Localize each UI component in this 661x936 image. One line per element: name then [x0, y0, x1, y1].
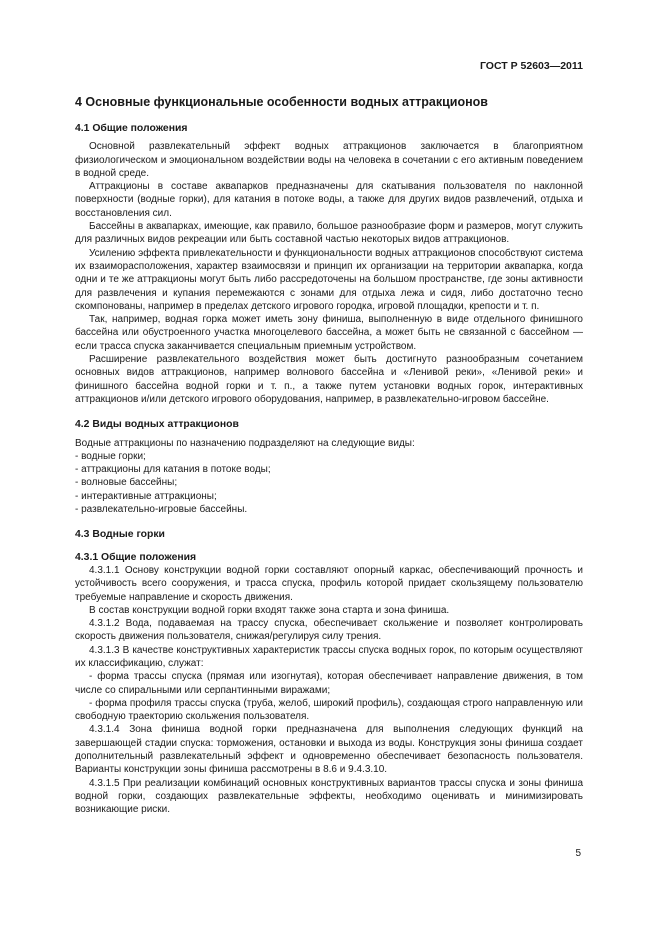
- list-item: - волновые бассейны;: [75, 477, 178, 489]
- section-4-title: 4 Основные функциональные особенности водных аттракционов: [75, 95, 488, 109]
- list-item: - интерактивные аттракционы;: [75, 490, 217, 502]
- paragraph: Усилению эффекта привлекательности и функциональности водных аттракционов способствуют система их взаиморасположения, характер взаимосвязи и принцип их организации на территории аквапарка, когда одни и те же аттракционы могут быть либо рассредоточены на большом пространстве, где зоны активности для развлечения и купания перемежаются с зонами для отдыха лежа и сидя, либо достаточно тесно скомпонованы, например в пределах детского игрового городка, игровой площадки, крепости и т. п.: [75, 247, 583, 312]
- paragraph: В состав конструкции водной горки входят также зона старта и зона финиша.: [89, 604, 450, 616]
- paragraph: Бассейны в аквапарках, имеющие, как правило, большое разнообразие форм и размеров, могут служить для различных видов рекреации или быть составной частью некоторых видов аттракционов.: [75, 221, 583, 246]
- section-4-1-title: 4.1 Общие положения: [75, 123, 188, 134]
- section-4-3-title: 4.3 Водные горки: [75, 529, 165, 541]
- paragraph: 4.3.1.1 Основу конструкции водной горки составляют опорный каркас, обеспечивающий прочность и устойчивость всего сооружения, и трасса спуска, профиль которой придает скользящему пользователю требуемые направление и скорость движения.: [75, 564, 583, 603]
- paragraph: Аттракционы в составе аквапарков предназначены для скатывания пользователя по наклонной поверхности (водные горки), для катания в потоке воды, а также для других видов развлечений, отдыха и восстановления сил.: [75, 181, 583, 219]
- attraction-types-list: [75, 450, 583, 516]
- list-item: - водные горки;: [75, 450, 146, 462]
- paragraph: Основной развлекательный эффект водных аттракционов заключается в благоприятном физиологическом и эмоциональном воздействии воды на человека в сочетании с его активным поведением в водной среде.: [75, 141, 583, 179]
- page-content: [75, 94, 583, 817]
- paragraph: - форма трассы спуска (прямая или изогнутая), которая обеспечивает направление движения, в том числе со спиральными или серпантинными виражами;: [75, 671, 583, 696]
- paragraph: - форма профиля трассы спуска (труба, желоб, широкий профиль), создающая строго направленную или свободную траекторию скольжения пользователя.: [75, 697, 583, 723]
- paragraph: Расширение развлекательного воздействия может быть достигнуто разнообразным сочетанием основных видов аттракционов, например волнового бассейна и «Ленивой реки», «Ленивой реки» и финишного бассейна водной горки и т. п., а также путем установки водных горок, интерактивных аттракционов и/или детского игрового оборудования, например, в развлекательно-игровом бассейне.: [75, 354, 583, 405]
- list-intro: Водные аттракционы по назначению подразделяют на следующие виды:: [75, 437, 415, 449]
- paragraph: 4.3.1.4 Зона финиша водной горки предназначена для выполнения следующих функций на завершающей стадии спуска: торможения, остановки и выхода из воды. Конструкция зоны финиша создает дополнительный развлекательный эффект и одновременно обеспечивает безопасность пользователя. Варианты конструкции зоны финиша рассмотрены в 8.6 и 9.4.3.10.: [75, 724, 583, 776]
- page-number: 5: [575, 848, 581, 859]
- list-item: - аттракционы для катания в потоке воды;: [75, 464, 271, 476]
- section-4-2-title: 4.2 Виды водных аттракционов: [75, 419, 239, 431]
- standard-code: ГОСТ Р 52603—2011: [479, 60, 583, 72]
- list-item: - развлекательно-игровые бассейны.: [75, 504, 248, 516]
- paragraph: Так, например, водная горка может иметь зону финиша, выполненную в виде отдельного финишного бассейна или обустроенного участка многоцелевого бассейна, а может быть не связанной с бассейном — если трасса спуска заканчивается специальным приемным устройством.: [75, 314, 583, 352]
- paragraph: 4.3.1.5 При реализации комбинаций основных конструктивных вариантов трассы спуска и зоны финиша водной горки, создающих развлекательные эффекты, необходимо оценивать и минимизировать возникающие риски.: [75, 777, 583, 816]
- paragraph: 4.3.1.2 Вода, подаваемая на трассу спуска, обеспечивает скольжение и позволяет контролировать скорость движения пользователя, снижая/регулируя силу трения.: [75, 618, 583, 643]
- section-4-3-1-title: 4.3.1 Общие положения: [75, 551, 197, 563]
- paragraph: 4.3.1.3 В качестве конструктивных характеристик трассы спуска водных горок, по которым осуществляют их классификацию, служат:: [75, 644, 583, 669]
